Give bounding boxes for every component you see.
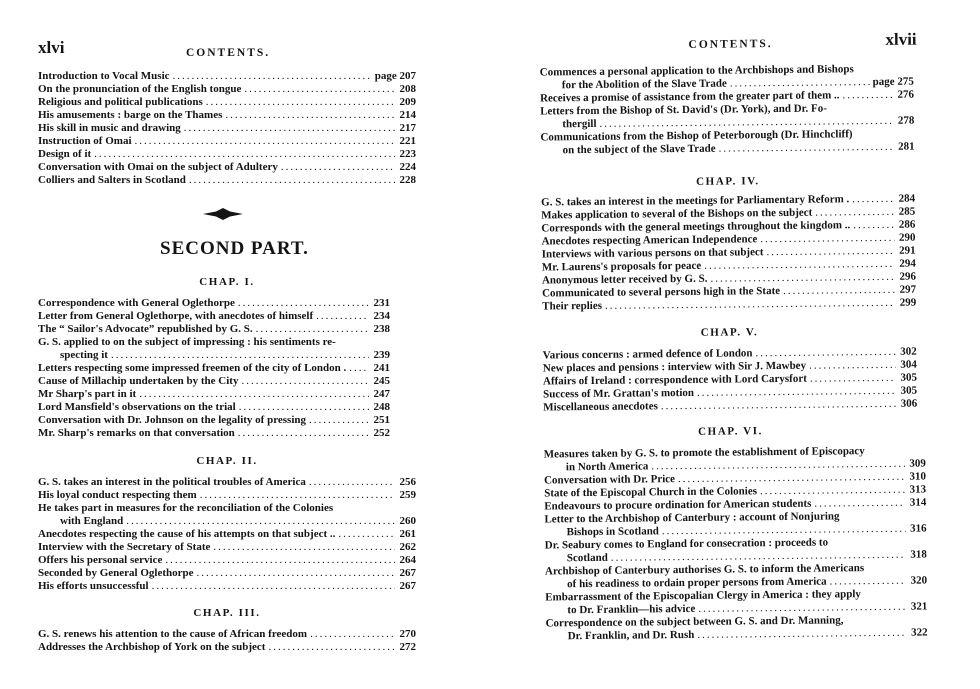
dot-leader <box>309 476 395 489</box>
entry-title: Offers his personal service <box>38 554 163 566</box>
entry-page-number: 238 <box>373 323 390 335</box>
dot-leader <box>783 284 895 298</box>
entry-page-number: 221 <box>399 135 416 147</box>
entry-title: for the Abolition of the Slave Trade <box>561 77 727 92</box>
chapter-heading: CHAP. I. <box>199 276 255 288</box>
entry-title: Embarrassment of the Episcopalian Clergy in America : they apply <box>545 588 861 604</box>
entry-page-number: 224 <box>399 161 416 173</box>
entry-page-number: 270 <box>399 628 416 640</box>
dot-leader <box>165 554 395 567</box>
entry-title: Seconded by General Oglethorpe <box>38 567 194 579</box>
contents-entry <box>38 502 416 515</box>
ornament-rule <box>203 206 243 222</box>
contents-entry <box>38 174 416 187</box>
entry-page-number: page 275 <box>872 75 914 88</box>
entry-page-number: 306 <box>900 397 918 410</box>
entry-page-number: 223 <box>399 148 416 160</box>
entry-page-number: 251 <box>373 414 390 426</box>
entry-title: Instruction of Omai <box>38 135 132 147</box>
dot-leader <box>213 541 395 554</box>
contents-entry <box>38 83 416 96</box>
dot-leader <box>241 375 369 388</box>
entry-page-number: 320 <box>910 574 928 587</box>
dot-leader <box>698 601 906 616</box>
entry-title: Religious and political publications <box>38 96 203 108</box>
entry-title: Mr. Laurens's proposals for peace <box>541 259 702 274</box>
contents-entry <box>38 414 390 427</box>
entry-page-number: 278 <box>897 114 915 127</box>
entry-title: Letter from General Oglethorpe, with anecdotes of himself <box>38 310 314 322</box>
dot-leader <box>238 297 369 310</box>
dot-leader <box>126 515 395 528</box>
entry-title: Conversation with Dr. Price <box>543 473 676 487</box>
entry-title: Addresses the Archbishop of York on the subject <box>38 641 266 653</box>
contents-list <box>38 476 416 593</box>
part-title: SECOND PART. <box>160 238 309 259</box>
contents-entry <box>38 580 416 593</box>
entry-title: Mr Sharp's part in it <box>38 388 137 400</box>
entry-title: Mr. Sharp's remarks on that conversation <box>38 427 235 439</box>
entry-title: in North America <box>565 460 649 474</box>
entry-title: thergill <box>562 117 597 131</box>
entry-page-number: 316 <box>909 522 927 535</box>
entry-page-number: 267 <box>399 580 416 592</box>
entry-title: Communicated to several persons high in the State <box>542 284 781 300</box>
contents-entry <box>38 476 416 489</box>
contents-entry <box>38 323 390 336</box>
contents-list-intro <box>38 70 416 187</box>
entry-title: Bishops in Scotland <box>566 525 659 539</box>
dot-leader <box>766 245 894 259</box>
entry-page-number: 291 <box>899 244 916 257</box>
dot-leader <box>605 297 895 313</box>
dot-leader <box>662 523 906 539</box>
contents-entry <box>38 70 416 83</box>
contents-list <box>38 297 390 440</box>
chapter-heading: CHAP. III. <box>193 607 261 619</box>
entry-title: New places and pensions : interview with Sir J. Mawbey <box>542 359 807 375</box>
entry-title: He takes part in measures for the reconciliation of the Colonies <box>38 502 334 514</box>
entry-page-number: 322 <box>911 626 928 639</box>
entry-title: Introduction to Vocal Music <box>38 70 170 82</box>
contents-entry <box>38 628 416 641</box>
running-head-right: CONTENTS. <box>688 38 773 51</box>
dot-leader <box>830 575 907 589</box>
entry-page-number: 304 <box>900 358 917 371</box>
entry-title: On the pronunciation of the English tongue <box>38 83 242 95</box>
entry-page-number: 314 <box>909 496 927 509</box>
contents-entry <box>38 375 390 388</box>
entry-title: with England <box>60 515 124 527</box>
contents-entry <box>38 401 390 414</box>
entry-title: G. S. takes an interest in the meetings for Parliamentary Reform . <box>541 193 850 209</box>
entry-title: Dr. Franklin, and Dr. Rush <box>567 628 695 643</box>
entry-title: Various concerns : armed defence of London <box>542 347 753 362</box>
entry-page-number: 305 <box>900 371 918 384</box>
entry-title: Archbishop of Canterbury authorises G. S. to inform the Americans <box>544 562 865 578</box>
entry-title: Makes application to several of the Bishops on the subject <box>541 206 813 222</box>
contents-list <box>541 193 916 314</box>
entry-title: specting it <box>60 349 108 361</box>
dot-leader <box>815 206 894 220</box>
entry-title: G. S. renews his attention to the cause of African freedom <box>38 628 308 640</box>
entry-title: Conversation with Dr. Johnson on the legality of pressing <box>38 414 307 426</box>
entry-page-number: 259 <box>399 489 416 501</box>
dot-leader <box>200 489 395 502</box>
contents-entry <box>38 541 416 554</box>
entry-page-number: 272 <box>399 641 416 653</box>
chapter-heading: CHAP. IV. <box>696 175 760 188</box>
entry-page-number: 309 <box>909 457 926 470</box>
dot-leader <box>225 109 395 122</box>
entry-page-number: 252 <box>373 427 390 439</box>
entry-page-number: 296 <box>899 270 916 283</box>
entry-title: Endeavours to procure ordination for American students <box>544 497 812 513</box>
entry-page-number: 209 <box>399 96 416 108</box>
page-number-right: xlvii <box>885 29 917 49</box>
dot-leader <box>309 414 369 427</box>
entry-page-number: 228 <box>399 174 416 186</box>
dot-leader <box>189 174 395 187</box>
dot-leader <box>206 96 395 109</box>
entry-page-number: 299 <box>899 296 917 309</box>
contents-entry <box>543 398 917 415</box>
entry-title: Receives a promise of assistance from the greater part of them .. <box>539 89 840 105</box>
entry-page-number: 217 <box>399 122 416 134</box>
contents-list-top <box>540 63 915 158</box>
entry-title: Affairs of Ireland : correspondence with Lord Carysfort <box>542 372 807 388</box>
entry-title: Anecdotes respecting American Independence <box>541 233 758 248</box>
contents-entry <box>38 297 390 310</box>
entry-page-number: 286 <box>898 218 916 231</box>
entry-title: Letters from the Bishop of St. David's (Dr. York), and Dr. Fo- <box>540 102 827 118</box>
entry-page-number: 285 <box>898 205 916 218</box>
entry-page-number: 310 <box>909 470 927 483</box>
dot-leader <box>852 193 894 206</box>
entry-title: His amusements : barge on the Thames <box>38 109 223 121</box>
dot-leader <box>268 641 395 654</box>
dot-leader <box>661 398 897 413</box>
entry-title: Commences a personal application to the Archbishops and Bishops <box>539 63 854 79</box>
entry-page-number: 234 <box>373 310 390 322</box>
contents-entry <box>38 310 390 323</box>
entry-title: G. S. applied to on the subject of impressing : his sentiments re- <box>38 336 336 348</box>
entry-page-number: 260 <box>399 515 416 527</box>
contents-entry <box>38 148 416 161</box>
dot-leader <box>810 372 896 386</box>
entry-page-number: 284 <box>898 192 916 205</box>
entry-title: Design of it <box>38 148 92 160</box>
entry-page-number: 208 <box>399 83 416 95</box>
dot-leader <box>809 359 896 373</box>
dot-leader <box>316 310 369 323</box>
chapter-heading: CHAP. V. <box>700 326 759 339</box>
contents-list <box>38 628 416 654</box>
dot-leader <box>135 135 396 148</box>
entry-title: on the subject of the Slave Trade <box>562 142 716 157</box>
contents-entry <box>38 528 416 541</box>
entry-title: Communications from the Bishop of Peterborough (Dr. Hinchcliff) <box>540 128 853 144</box>
entry-page-number: 262 <box>399 541 416 553</box>
entry-page-number: 241 <box>373 362 390 374</box>
entry-title: to Dr. Franklin—his advice <box>567 602 696 617</box>
contents-entry <box>38 489 416 502</box>
entry-title: Miscellaneous anecdotes <box>543 400 658 414</box>
dot-leader <box>853 219 894 232</box>
dot-leader <box>111 349 369 362</box>
entry-page-number: 313 <box>909 483 927 496</box>
entry-title: Conversation with Omai on the subject of Adultery <box>38 161 278 173</box>
dot-leader <box>244 83 395 96</box>
entry-title: Anecdotes respecting the cause of his attempts on that subject .. <box>38 528 336 540</box>
entry-title: Correspondence on the subject between G. S. and Dr. Manning, <box>545 614 844 630</box>
dot-leader <box>152 580 395 593</box>
entry-title: State of the Episcopal Church in the Colonies <box>544 485 758 500</box>
entry-title: Interviews with various persons on that subject <box>541 246 764 261</box>
contents-entry <box>38 567 416 580</box>
dot-leader <box>349 362 369 375</box>
entry-page-number: page 207 <box>374 70 416 82</box>
contents-entry <box>38 388 390 401</box>
entry-page-number: 302 <box>900 345 917 358</box>
dot-leader <box>173 70 372 83</box>
entry-page-number: 239 <box>373 349 390 361</box>
dot-leader <box>197 567 395 580</box>
contents-entry <box>38 135 416 148</box>
chapter-heading: CHAP. II. <box>196 455 258 467</box>
entry-title: Interview with the Secretary of State <box>38 541 211 553</box>
entry-page-number: 297 <box>899 283 917 296</box>
chapter-heading: CHAP. VI. <box>698 425 764 438</box>
entry-page-number: 256 <box>399 476 416 488</box>
dot-leader <box>139 388 369 401</box>
contents-entry <box>38 109 416 122</box>
entry-page-number: 318 <box>910 548 927 561</box>
dot-leader <box>310 628 395 641</box>
entry-title: The “ Sailor's Advocate” republished by G. S. <box>38 323 253 335</box>
entry-title: Measures taken by G. S. to promote the establishment of Episcopacy <box>543 445 865 461</box>
entry-page-number: 231 <box>373 297 390 309</box>
entry-title: Scotland <box>566 551 608 565</box>
running-head-left: CONTENTS. <box>186 47 271 59</box>
entry-page-number: 290 <box>898 231 916 244</box>
dot-leader <box>256 323 369 336</box>
entry-title: G. S. takes an interest in the political troubles of America <box>38 476 306 488</box>
contents-entry <box>542 297 916 314</box>
entry-page-number: 276 <box>897 88 915 101</box>
dot-leader <box>184 122 395 135</box>
entry-title: His skill in music and drawing <box>38 122 181 134</box>
dot-leader <box>281 161 395 174</box>
entry-title: Lord Mansfield's observations on the trial <box>38 401 236 413</box>
entry-title: of his readiness to ordain proper persons from America <box>567 575 827 591</box>
entry-title: Correspondence with General Oglethorpe <box>38 297 235 309</box>
entry-title: Anonymous letter received by G. S. <box>541 272 708 287</box>
entry-page-number: 264 <box>399 554 416 566</box>
contents-list <box>544 444 928 643</box>
contents-entry <box>38 515 416 528</box>
dot-leader <box>814 497 905 511</box>
right-page <box>490 0 980 689</box>
contents-entry <box>541 141 915 158</box>
dot-leader <box>338 528 395 541</box>
entry-page-number: 281 <box>897 140 915 153</box>
contents-entry <box>38 96 416 109</box>
entry-page-number: 267 <box>399 567 416 579</box>
entry-title: His loyal conduct respecting them <box>38 489 197 501</box>
entry-title: Their replies <box>542 299 603 313</box>
dot-leader <box>94 148 395 161</box>
entry-page-number: 305 <box>900 384 918 397</box>
contents-entry <box>38 427 390 440</box>
entry-page-number: 294 <box>899 257 916 270</box>
contents-entry <box>546 626 928 643</box>
dot-leader <box>239 401 369 414</box>
entry-page-number: 247 <box>373 388 390 400</box>
contents-list <box>543 346 918 415</box>
contents-entry <box>38 554 416 567</box>
contents-entry <box>38 362 390 375</box>
entry-page-number: 321 <box>910 600 928 613</box>
entry-title: Letters respecting some impressed freemen of the city of London . <box>38 362 347 374</box>
dot-leader <box>697 627 906 642</box>
entry-title: Corresponds with the general meetings throughout the kingdom .. <box>541 219 851 235</box>
contents-entry <box>38 349 390 362</box>
entry-title: Letter to the Archbishop of Canterbury : account of Nonjuring <box>544 510 840 526</box>
entry-title: His efforts unsuccessful <box>38 580 149 592</box>
entry-page-number: 248 <box>373 401 390 413</box>
dot-leader <box>718 141 893 156</box>
dot-leader <box>842 89 893 103</box>
entry-title: Dr. Seabury comes to England for consecration : proceeds to <box>544 536 829 552</box>
entry-title: Success of Mr. Grattan's motion <box>543 386 695 401</box>
entry-title: Cause of Millachip undertaken by the City <box>38 375 239 387</box>
page-number-left: xlvi <box>38 38 65 57</box>
contents-entry <box>38 122 416 135</box>
entry-page-number: 214 <box>399 109 416 121</box>
contents-entry <box>38 641 416 654</box>
entry-title: Colliers and Salters in Scotland <box>38 174 186 186</box>
entry-page-number: 261 <box>399 528 416 540</box>
contents-entry <box>38 161 416 174</box>
entry-page-number: 245 <box>373 375 390 387</box>
dot-leader <box>238 427 369 440</box>
contents-entry <box>38 336 390 349</box>
